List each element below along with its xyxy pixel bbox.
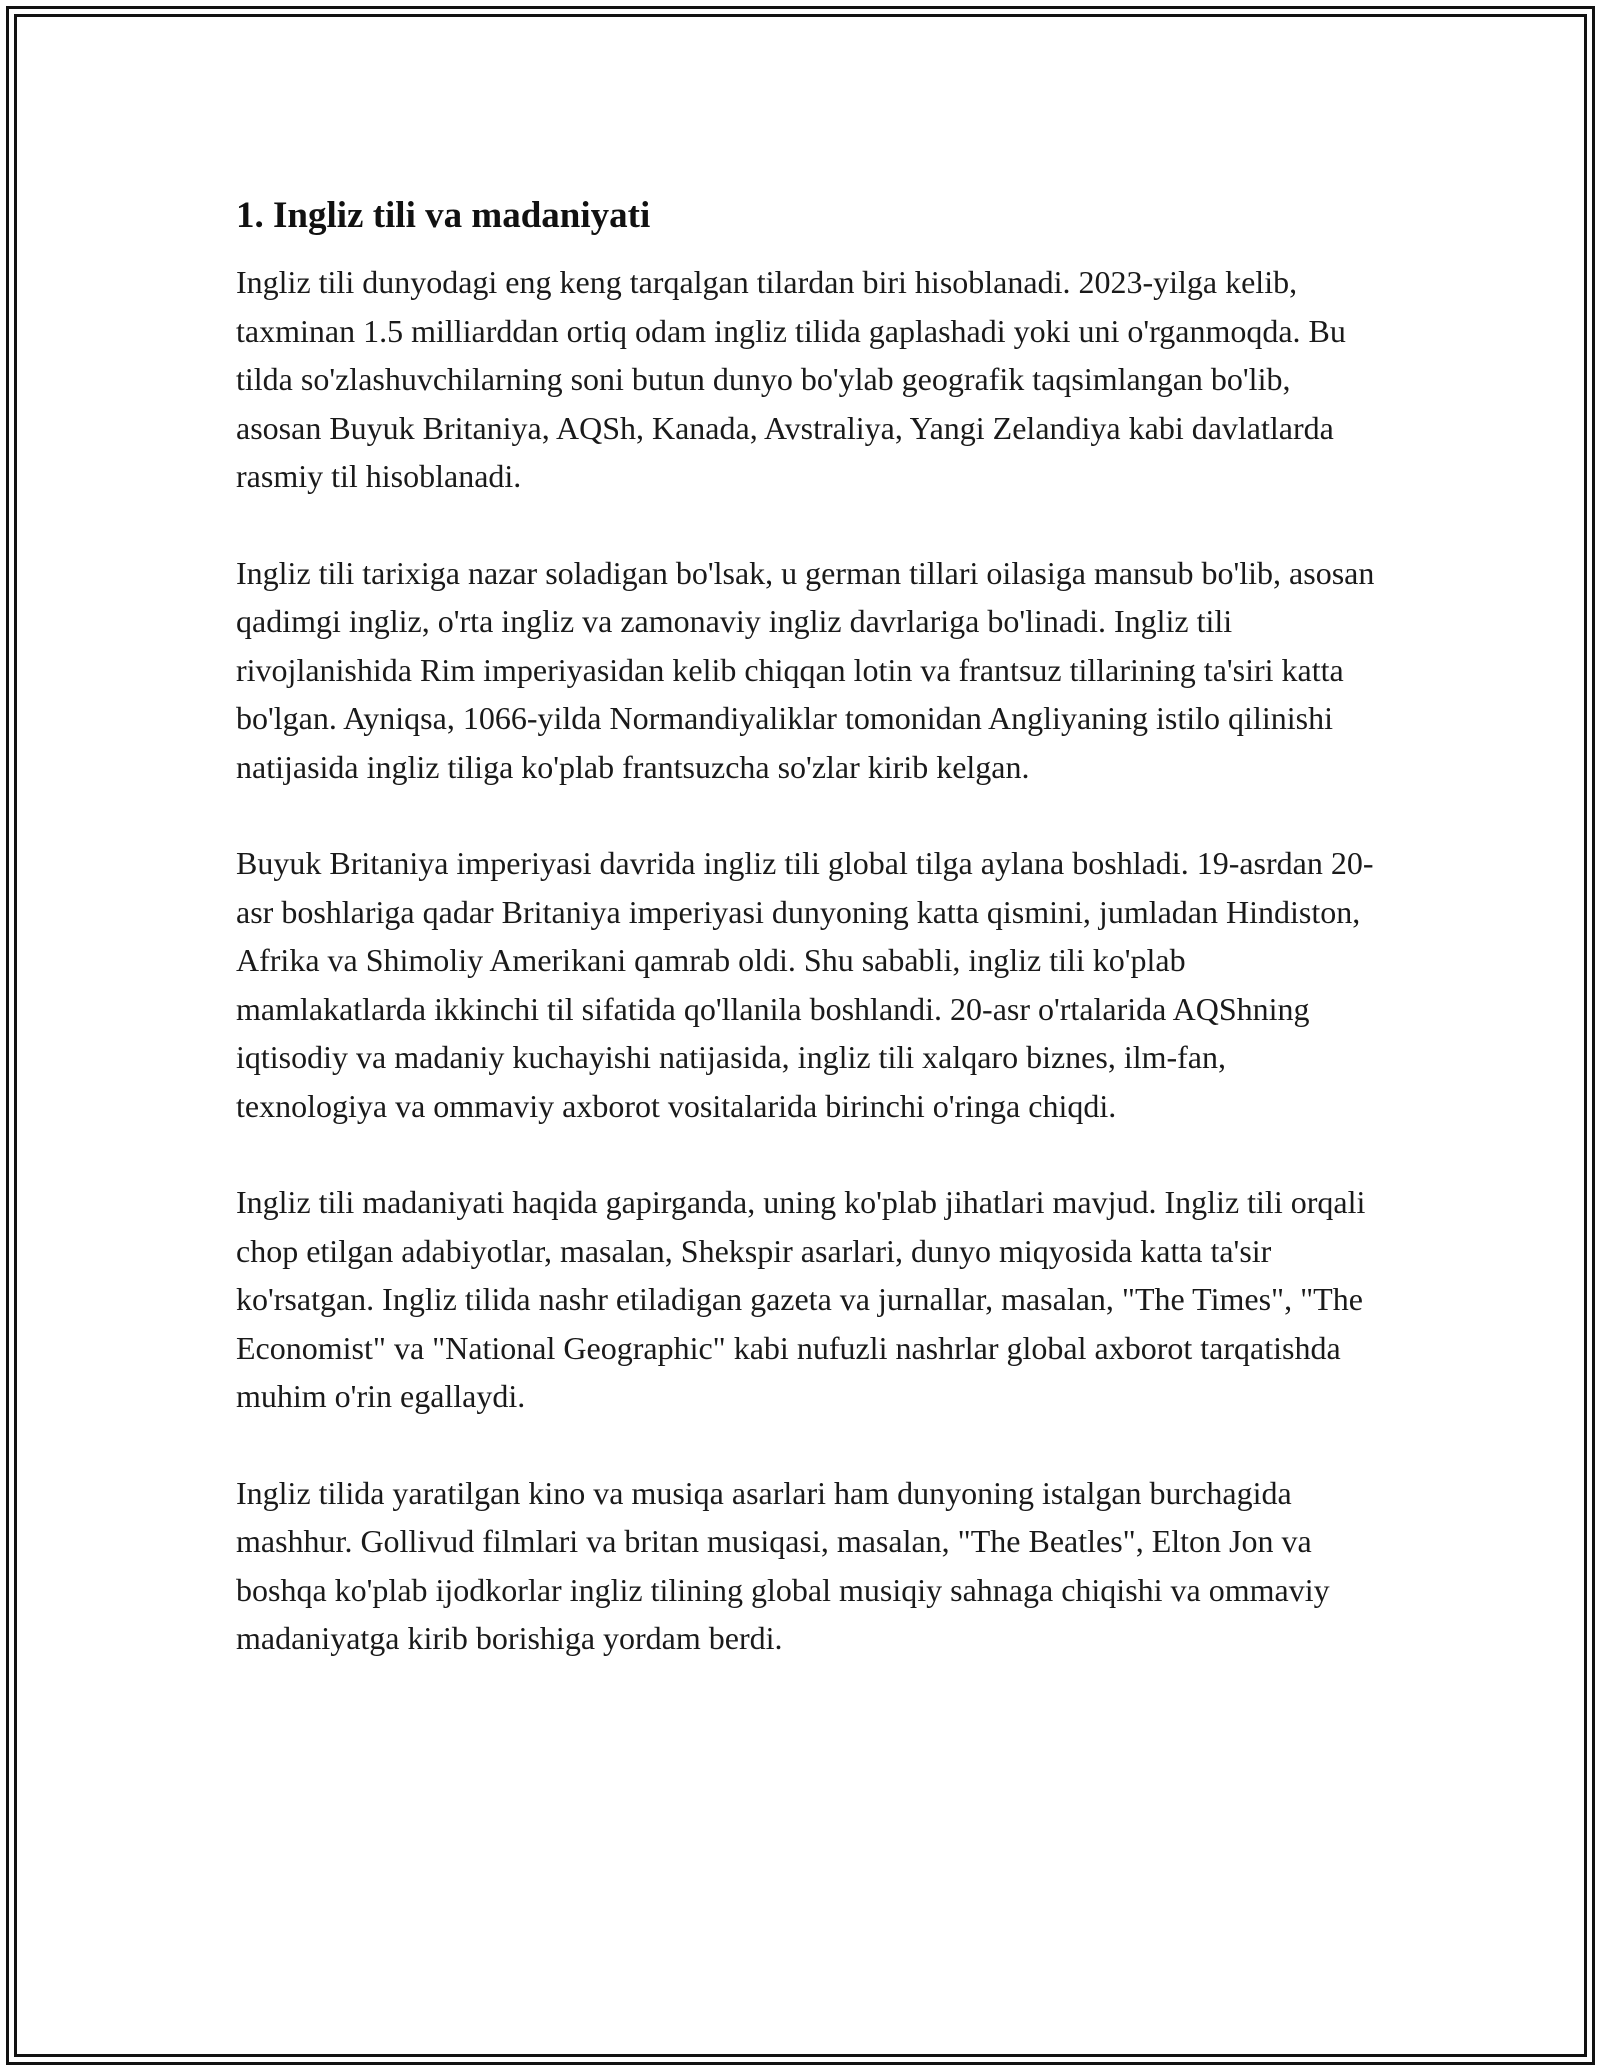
document-body: [236, 186, 1376, 1711]
paragraph-3: Buyuk Britaniya imperiyasi davrida ingliz tili global tilga aylana boshladi. 19-asrdan 20-asr boshlariga qadar Britaniya imperiyasi dunyoning katta qismini, jumladan Hindiston, Afrika va Shimoliy Amerikani qamrab oldi. Shu sababli, ingliz tili ko'plab mamlakatlarda ikkinchi til sifatida qo'llanila boshlandi. 20-asr o'rtalarida AQShning iqtisodiy va madaniy kuchayishi natijasida, ingliz tili xalqaro biznes, ilm-fan, texnologiya va ommaviy axborot vositalarida birinchi o'ringa chiqdi.: [236, 845, 1374, 1124]
paragraph-2: Ingliz tili tarixiga nazar soladigan bo'lsak, u german tillari oilasiga mansub bo'lib, asosan qadimgi ingliz, o'rta ingliz va zamonaviy ingliz davrlariga bo'linadi. Ingliz tili rivojlanishida Rim imperiyasidan kelib chiqqan lotin va frantsuz tillarining ta'siri katta bo'lgan. Ayniqsa, 1066-yilda Normandiyaliklar tomonidan Angliyaning istilo qilinishi natijasida ingliz tiliga ko'plab frantsuzcha so'zlar kirib kelgan.: [236, 554, 1375, 785]
paragraph-4: Ingliz tili madaniyati haqida gapirganda, uning ko'plab jihatlari mavjud. Ingliz tili orqali chop etilgan adabiyotlar, masalan, Shekspir asarlari, dunyo miqyosida katta ta'sir ko'rsatgan. Ingliz tilida nashr etiladigan gazeta va jurnallar, masalan, "The Times", "The Economist" va "National Geographic" kabi nufuzli nashrlar global axborot tarqatishda muhim o'rin egallaydi.: [236, 1184, 1366, 1414]
paragraph-5: Ingliz tilida yaratilgan kino va musiqa asarlari ham dunyoning istalgan burchagida mashhur. Gollivud filmlari va britan musiqasi, masalan, "The Beatles", Elton Jon va boshqa ko'plab ijodkorlar ingliz tilining global musiqiy sahnaga chiqishi va ommaviy madaniyatga kirib borishiga yordam berdi.: [236, 1474, 1330, 1656]
paragraph-1: Ingliz tili dunyodagi eng keng tarqalgan tilardan biri hisoblanadi. 2023-yilga kelib, taxminan 1.5 milliarddan ortiq odam ingliz tilida gaplashadi yoki uni o'rganmoqda. Bu tilda so'zlashuvchilarning soni butun dunyo bo'ylab geografik taqsimlangan bo'lib, asosan Buyuk Britaniya, AQSh, Kanada, Avstraliya, Yangi Zelandiya kabi davlatlarda rasmiy til hisoblanadi.: [236, 264, 1346, 494]
section-heading: 1. Ingliz tili va madaniyati: [236, 195, 651, 236]
